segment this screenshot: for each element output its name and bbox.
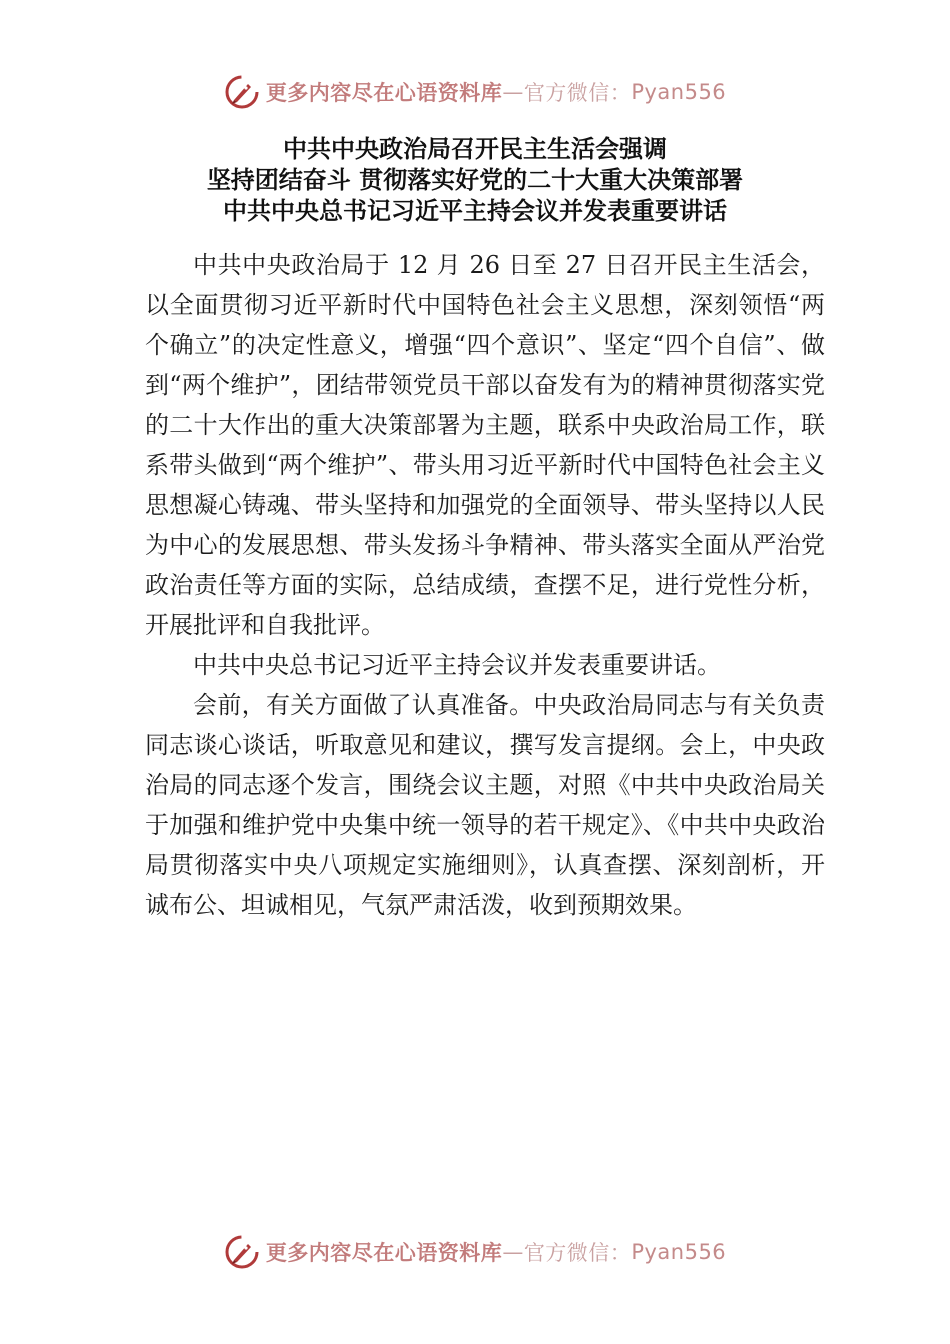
watermark-separator: — <box>502 80 524 104</box>
document-body <box>145 245 825 925</box>
paragraph-3: 会前，有关方面做了认真准备。中央政治局同志与有关负责同志谈心谈话，听取意见和建议，撰写发言提纲。会上，中央政治局的同志逐个发言，围绕会议主题，对照《中共中央政治局关于加强和维护党中央集中统一领导的若干规定》、《中共中央政治局贯彻落实中央八项规定实施细则》，认真查摆、深刻剖析，开诚布公、坦诚相见，气氛严肃活泼，收到预期效果。 <box>145 691 825 919</box>
watermark-account-id: Pyan556 <box>631 1240 727 1264</box>
pen-nib-logo-icon <box>224 1234 260 1270</box>
watermark-account-label: 官方微信： <box>523 1241 632 1265</box>
watermark-account-label: 官方微信： <box>523 81 632 105</box>
paragraph-2: 中共中央总书记习近平主持会议并发表重要讲话。 <box>193 651 721 679</box>
title-line-3: 中共中央总书记习近平主持会议并发表重要讲话 <box>223 197 727 225</box>
watermark-account-id: Pyan556 <box>631 80 727 104</box>
paragraph-1: 中共中央政治局于 12 月 26 日至 27 日召开民主生活会，以全面贯彻习近平新时代中国特色社会主义思想，深刻领悟“两个确立”的决定性意义，增强“四个意识”、坚定“四个自信”、做到“两个维护”，团结带领党员干部以奋发有为的精神贯彻落实党的二十大作出的重大决策部署为主题，联系中央政治局工作，联系带头做到“两个维护”、带头用习近平新时代中国特色社会主义思想凝心铸魂、带头坚持和加强党的全面领导、带头坚持以人民为中心的发展思想、带头发扬斗争精神、带头落实全面从严治党政治责任等方面的实际，总结成绩，查摆不足，进行党性分析，开展批评和自我批评。 <box>145 251 825 639</box>
watermark-main-text: 更多内容尽在心语资料库 <box>265 81 503 105</box>
title-line-1: 中共中央政治局召开民主生活会强调 <box>283 135 667 163</box>
header-watermark <box>0 74 950 110</box>
document-title <box>0 134 950 227</box>
watermark-main-text: 更多内容尽在心语资料库 <box>265 1241 503 1265</box>
pen-nib-logo-icon <box>224 74 260 110</box>
footer-watermark <box>0 1234 950 1270</box>
watermark-separator: — <box>502 1240 524 1264</box>
title-line-2: 坚持团结奋斗 贯彻落实好党的二十大重大决策部署 <box>206 166 744 194</box>
